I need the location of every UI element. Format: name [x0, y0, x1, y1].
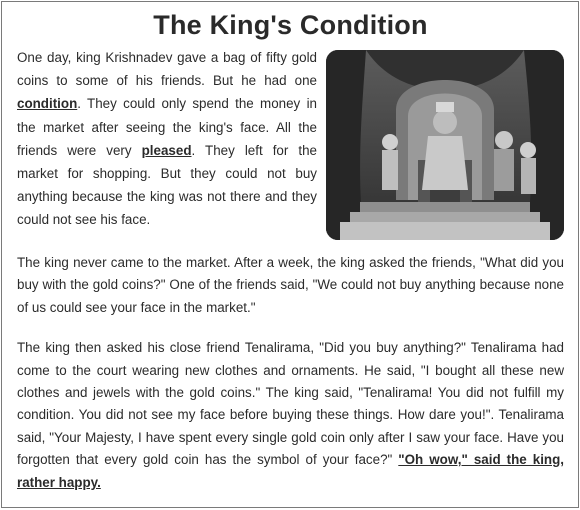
keyword-condition: condition	[17, 96, 78, 112]
intro-paragraph	[17, 46, 317, 232]
intro-section	[17, 46, 564, 242]
paragraph-tenalirama	[17, 337, 564, 494]
intro-text-3: . They left for the market for shopping. But they could not buy anything because the king was not there and they could not see his face.	[17, 142, 317, 228]
keyword-pleased: pleased	[141, 142, 192, 158]
story-title: The King's Condition	[153, 10, 428, 40]
worksheet-page	[1, 1, 579, 508]
tenalirama-text: The king then asked his close friend Tenalirama, "Did you buy anything?" Tenalirama had come to the court wearing new clothes and ornaments. He said, "I bought all these new clothes and jewels with the gold coins." The king said, "Tenalirama! You did not fulfill my condition. You did not see my face before buying these things. How dare you!". Tenalirama said, "Your Majesty, I have spent every single gold coin only after I saw your face. Have you forgotten that every gold coin has the symbol of your face?"	[17, 340, 564, 468]
intro-text-1: One day, king Krishnadev gave a bag of fifty gold coins to some of his friends. But he had one	[17, 50, 317, 89]
paragraph-market: The king never came to the market. After a week, the king asked the friends, "What did you buy with the gold coins?" One of the friends said, "We could not buy anything because none of us could see your face in the market."	[17, 255, 564, 315]
intro-text-2: . They could only spend the money in the market after seeing the king's face. All the friends were very	[17, 96, 317, 158]
royal-court-scene-icon	[326, 50, 564, 240]
court-illustration	[326, 50, 564, 240]
closing-line: "Oh wow," said the king, rather happy.	[17, 452, 564, 490]
